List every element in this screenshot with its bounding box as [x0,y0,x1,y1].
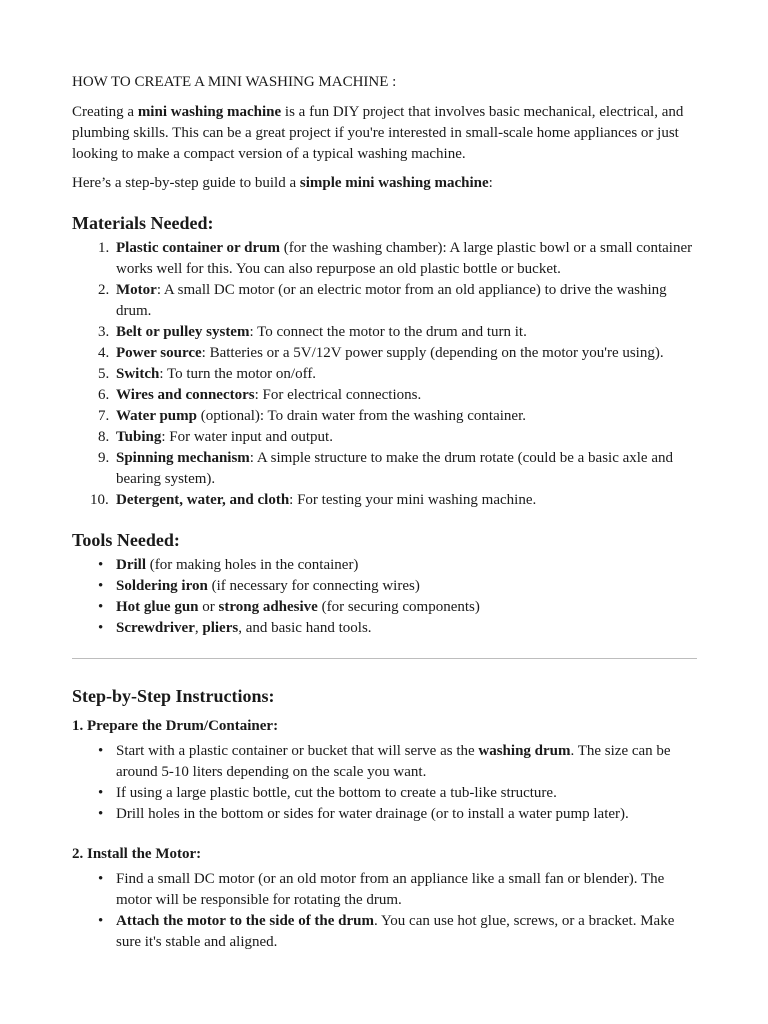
text-run: Creating a [72,104,138,120]
step-list [72,869,696,953]
list-number: 6. [98,387,110,403]
list-number: 7. [98,408,110,424]
bold-text: mini washing machine [137,104,282,120]
text-run: (for securing components) [317,599,480,615]
tools-list [72,555,696,639]
material-item [72,406,696,427]
bold-text: strong adhesive [218,599,318,615]
step-item [72,869,696,911]
step-heading: 1. Prepare the Drum/Container: [72,718,279,734]
text-run: (if necessary for connecting wires) [207,578,420,594]
bold-text: Wires and connectors [116,387,255,403]
material-item [72,385,696,406]
text-run: , [194,620,203,636]
list-number: 2. [98,282,110,298]
material-item [72,427,696,448]
list-number: 1. [98,240,110,256]
text-run: : For water input and output. [161,429,333,445]
bold-text: Screwdriver [116,620,195,636]
bold-text: Power source [116,345,202,361]
bold-text: Attach the motor to the side of the drum [116,913,375,929]
step-item [72,804,696,825]
step-item [72,783,696,804]
text-run: : A simple structure to make the drum rotate (could be a basic axle and bearing system). [116,450,673,487]
bold-text: Drill [116,557,146,573]
material-item [72,238,696,280]
tool-item [72,618,696,639]
step-heading: 2. Install the Motor: [72,846,202,862]
bold-text: Plastic container or drum [116,240,281,256]
list-number: 5. [98,366,110,382]
guide-lead-paragraph [72,173,696,194]
bold-text: Hot glue gun [116,599,199,615]
step-1 [72,716,696,825]
text-run: . You can use hot glue, screws, or a bracket. Make sure it's stable and aligned. [116,913,675,950]
step-list [72,741,696,825]
instructions-heading: Step-by-Step Instructions: [72,686,275,706]
text-run: (optional): To drain water from the washing container. [196,408,526,424]
material-item [72,364,696,385]
tool-item [72,576,696,597]
text-run: (for the washing chamber): A large plastic bowl or a small container works well for this. You can also repurpose an old plastic bottle or bucket. [116,240,693,277]
document-title: HOW TO CREATE A MINI WASHING MACHINE : [72,74,397,90]
intro-paragraph [72,102,696,165]
bold-text: washing drum [478,743,571,759]
materials-list [72,238,696,511]
step-item [72,911,696,953]
section-divider [72,658,697,659]
text-run: Drill holes in the bottom or sides for water drainage (or to install a water pump later). [116,806,629,822]
tool-item [72,555,696,576]
bold-text: Tubing [116,429,162,445]
text-run: : To turn the motor on/off. [159,366,317,382]
list-number: 9. [98,450,110,466]
tools-heading: Tools Needed: [72,530,180,550]
material-item [72,490,696,511]
text-run: Here’s a step-by-step guide to build a [72,175,300,191]
text-run: (for making holes in the container) [146,557,359,573]
step-2 [72,844,696,953]
bold-text: simple mini washing machine [299,175,489,191]
text-run: . The size can be around 5-10 liters depending on the scale you want. [116,743,671,780]
material-item [72,280,696,322]
materials-heading: Materials Needed: [72,213,214,233]
text-run: If using a large plastic bottle, cut the bottom to create a tub-like structure. [116,785,557,801]
list-number: 8. [98,429,110,445]
material-item [72,343,696,364]
list-number: 4. [98,345,110,361]
bold-text: Soldering iron [116,578,208,594]
bold-text: Switch [116,366,160,382]
bold-text: Detergent, water, and cloth [116,492,290,508]
bold-text: Water pump [116,408,197,424]
text-run: : For electrical connections. [254,387,422,403]
bold-text: Spinning mechanism [116,450,250,466]
text-run: is a fun DIY project that involves basic mechanical, electrical, and plumbing skills. This can be a great project if you're interested in small-scale home appliances or just looking to make a compact version of a typical washing machine. [72,104,684,162]
bold-text: Motor [116,282,157,298]
step-item [72,741,696,783]
text-run: Start with a plastic container or bucket that will serve as the [116,743,479,759]
text-run: : To connect the motor to the drum and turn it. [249,324,527,340]
text-run: : A small DC motor (or an electric motor from an old appliance) to drive the washing drum. [116,282,667,319]
material-item [72,448,696,490]
material-item [72,322,696,343]
text-run: : Batteries or a 5V/12V power supply (depending on the motor you're using). [201,345,664,361]
list-number: 3. [98,324,110,340]
bold-text: pliers [202,620,239,636]
tool-item [72,597,696,618]
text-run: : [488,175,493,191]
text-run: : For testing your mini washing machine. [289,492,537,508]
text-run: or [198,599,219,615]
list-number: 10. [90,492,109,508]
text-run: , and basic hand tools. [238,620,372,636]
text-run: Find a small DC motor (or an old motor from an appliance like a small fan or blender). The motor will be responsible for rotating the drum. [116,871,665,908]
bold-text: Belt or pulley system [116,324,250,340]
